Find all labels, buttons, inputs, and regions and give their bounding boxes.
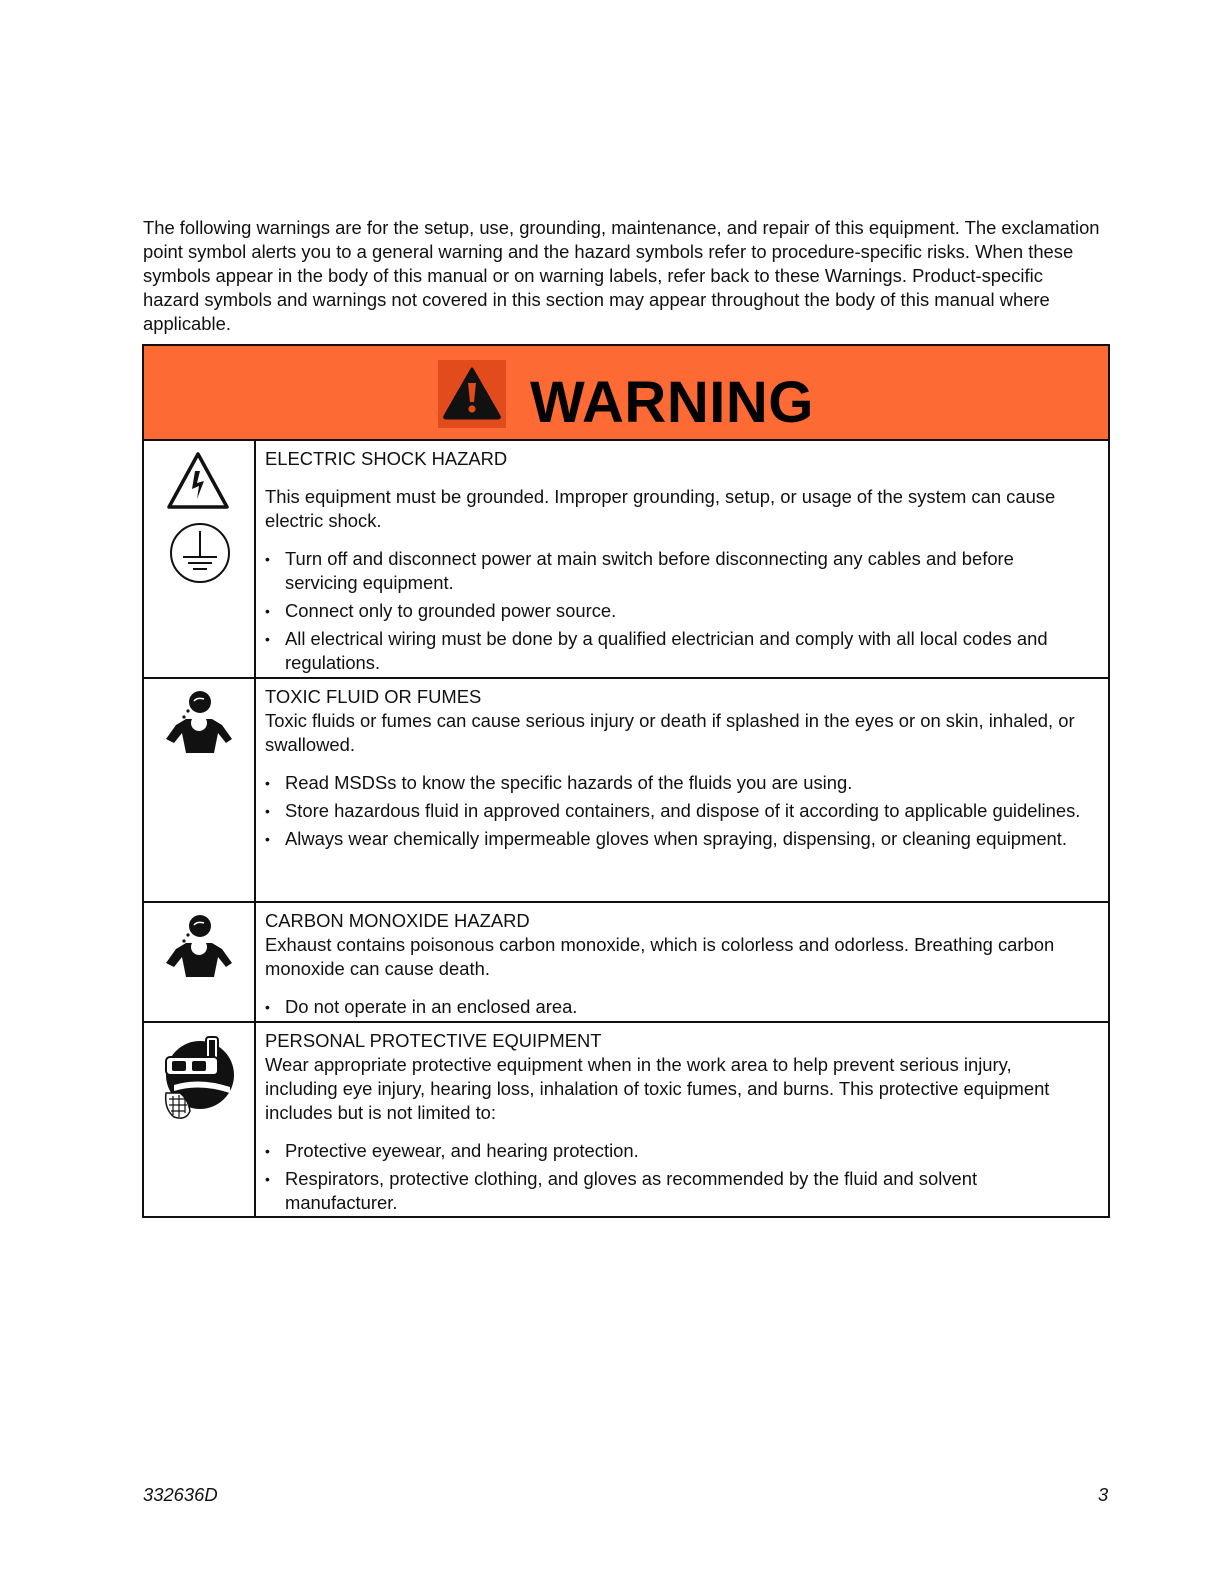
hazard-row-electric-shock (144, 441, 1108, 679)
warning-title: WARNING (530, 370, 814, 435)
section-description: Toxic fluids or fumes can cause serious injury or death if splashed in the eyes or on skin, inhaled, or swallowed. (265, 710, 1075, 755)
hazard-icon-cell (144, 679, 256, 901)
section-title: TOXIC FLUID OR FUMES (265, 686, 482, 707)
hazard-icon-cell (144, 1023, 256, 1216)
section-title: CARBON MONOXIDE HAZARD (265, 910, 530, 931)
list-item: • Connect only to grounded power source. (265, 599, 1088, 623)
section-title: PERSONAL PROTECTIVE EQUIPMENT (265, 1030, 602, 1051)
hazard-text-cell (256, 679, 1108, 901)
intro-paragraph: The following warnings are for the setup, use, grounding, maintenance, and repair of this equipment. The exclamation point symbol alerts you to a general warning and the hazard symbols refer to procedure-specific risks. When these symbols appear in the body of this manual or on warning labels, refer back to these Warnings. Product-specific hazard symbols and warnings not covered in this section may appear throughout the body of this manual where applicable. (143, 217, 1100, 334)
list-item: • Read MSDSs to know the specific hazards of the fluids you are using. (265, 771, 1088, 795)
hazard-row-protective-equipment (144, 1023, 1108, 1216)
bullet-list (265, 771, 1088, 851)
section-description: This equipment must be grounded. Improper grounding, setup, or usage of the system can cause electric shock. (265, 486, 1056, 531)
toxic-fumes-icon (164, 689, 234, 755)
list-item: • Always wear chemically impermeable gloves when spraying, dispensing, or cleaning equipment. (265, 827, 1088, 851)
warning-table (142, 344, 1110, 1218)
hazard-icon-cell (144, 441, 256, 677)
electric-shock-icon (166, 451, 230, 511)
bullet-list (265, 547, 1088, 675)
hazard-row-carbon-monoxide (144, 903, 1108, 1023)
protective-equipment-icon (160, 1033, 236, 1123)
section-title: ELECTRIC SHOCK HAZARD (265, 448, 508, 469)
list-item: • Do not operate in an enclosed area. (265, 995, 1088, 1019)
hazard-text-cell (256, 1023, 1108, 1216)
hazard-text-cell (256, 441, 1108, 677)
hazard-text-cell (256, 903, 1108, 1021)
list-item: • Protective eyewear, and hearing protection. (265, 1139, 1088, 1163)
list-item: • All electrical wiring must be done by a qualified electrician and comply with all local codes and regulations. (265, 627, 1088, 675)
section-description: Exhaust contains poisonous carbon monoxide, which is colorless and odorless. Breathing carbon monoxide can cause death. (265, 934, 1055, 979)
hazard-row-toxic-fluid (144, 679, 1108, 903)
footer-page-number: 3 (1098, 1484, 1109, 1505)
footer-doc-number: 332636D (143, 1484, 218, 1505)
section-description: Wear appropriate protective equipment when in the work area to help prevent serious injury, including eye injury, hearing loss, inhalation of toxic fumes, and burns. This protective equipment includes but is not limited to: (265, 1054, 1050, 1123)
list-item: • Turn off and disconnect power at main switch before disconnecting any cables and before servicing equipment. (265, 547, 1088, 595)
bullet-list (265, 995, 1088, 1019)
ground-symbol-icon (168, 521, 232, 585)
bullet-list (265, 1139, 1088, 1215)
warning-header (144, 346, 1108, 441)
hazard-icon-cell (144, 903, 256, 1021)
toxic-fumes-icon (164, 913, 234, 979)
list-item: • Respirators, protective clothing, and gloves as recommended by the fluid and solvent manufacturer. (265, 1167, 1088, 1215)
exclamation-triangle-icon (438, 360, 506, 428)
list-item: • Store hazardous fluid in approved containers, and dispose of it according to applicable guidelines. (265, 799, 1088, 823)
